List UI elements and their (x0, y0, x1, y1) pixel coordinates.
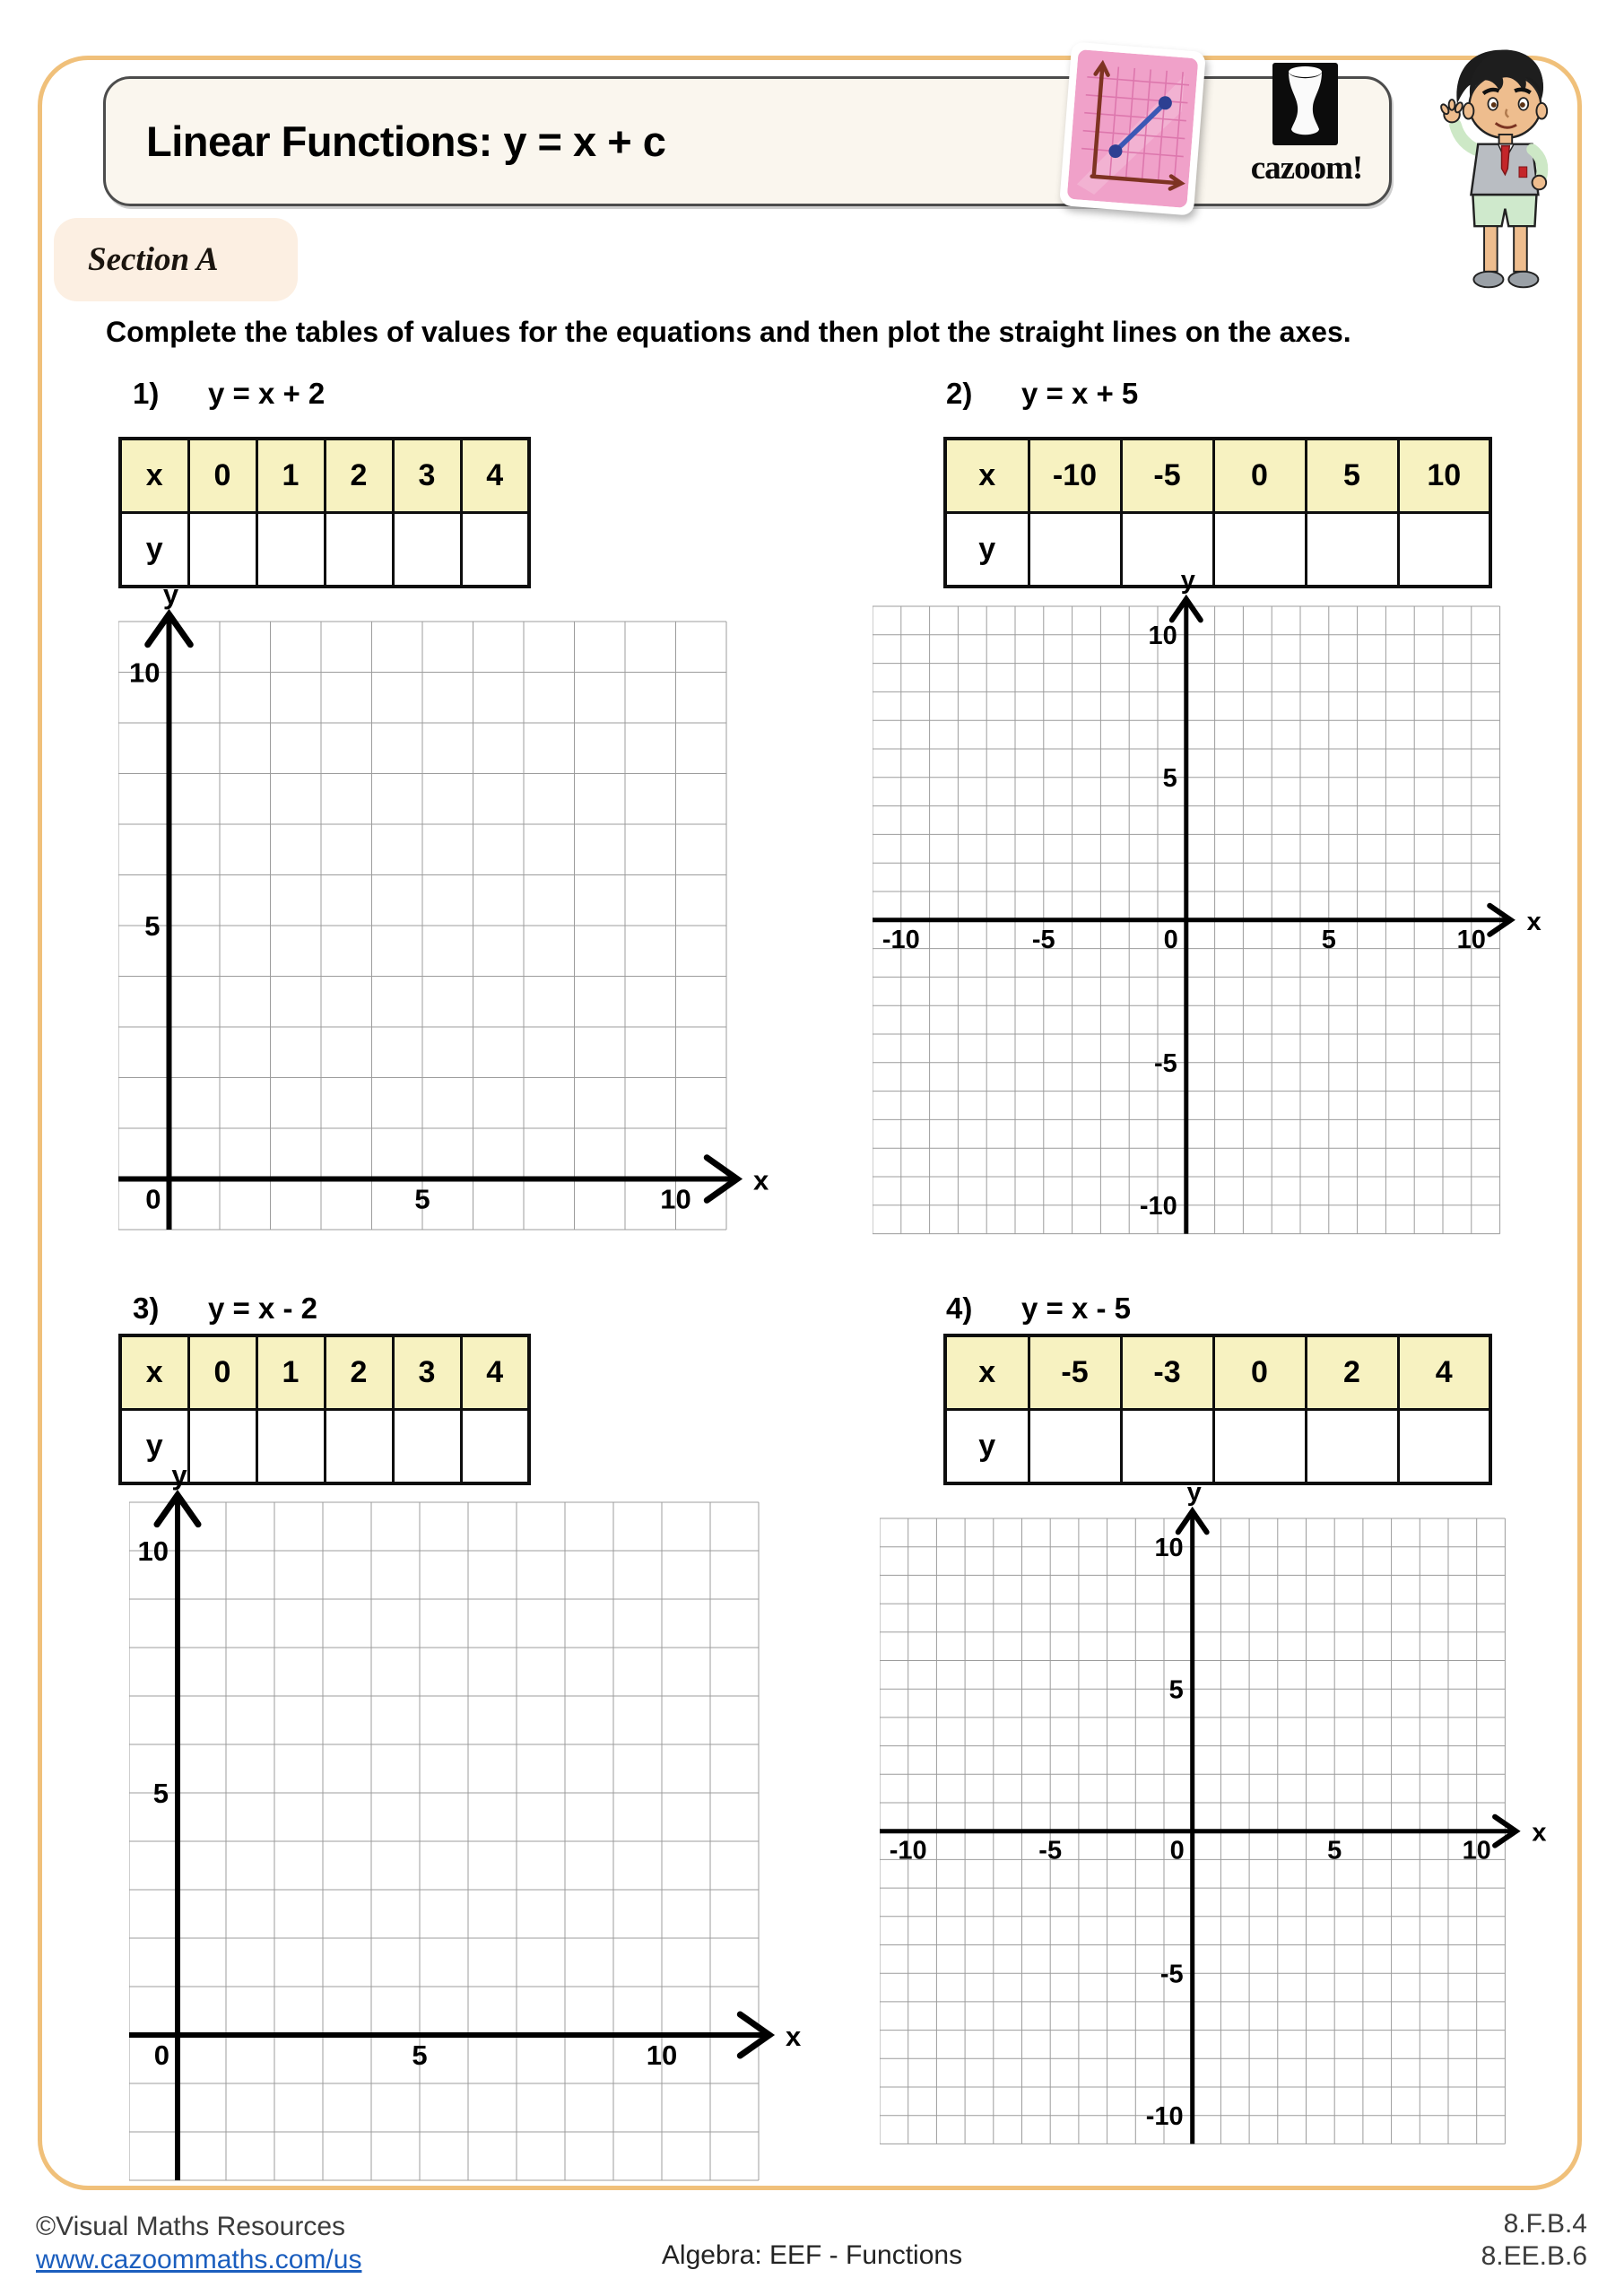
table-header-cell: -5 (1029, 1335, 1121, 1410)
y-tick-label: -10 (1139, 1192, 1177, 1222)
problem-equation: y = x + 5 (1021, 377, 1139, 410)
problem-number: 3) (133, 1292, 160, 1325)
table-header-cell: x (120, 439, 188, 513)
table-header-cell: 1 (256, 1335, 325, 1410)
table-row-label: y (945, 1410, 1029, 1484)
grid-canvas (873, 557, 1552, 1238)
x-axis-label: x (1526, 907, 1541, 936)
y-tick-label: 10 (137, 1535, 169, 1568)
table-header-cell: 4 (461, 1335, 529, 1410)
table-header-cell: 0 (1213, 1335, 1306, 1410)
table-header-cell: 2 (1306, 1335, 1398, 1410)
problem-number: 2) (946, 377, 973, 410)
y-tick-label: -5 (1154, 1049, 1177, 1079)
line-graph-icon-art (1067, 49, 1199, 208)
table-header-cell: 2 (325, 439, 393, 513)
table-row-label: y (120, 513, 188, 587)
y-tick-label: -5 (1159, 1960, 1184, 1989)
section-a-badge (54, 218, 298, 301)
table-header-cell: x (120, 1335, 188, 1410)
x-axis-label: x (753, 1164, 769, 1196)
x-tick-label: 10 (660, 1183, 691, 1215)
problem-2-title (946, 377, 1138, 411)
coordinate-grid-1 (118, 572, 778, 1238)
y-axis-label: y (1180, 565, 1195, 595)
problem-1-title (133, 377, 325, 411)
values-table-1 (118, 437, 531, 588)
table-header-cell: 4 (1398, 1335, 1490, 1410)
values-table-4 (943, 1334, 1492, 1485)
x-tick-label: -10 (881, 925, 920, 954)
table-header-cell: 1 (256, 439, 325, 513)
y-tick-label: 10 (1148, 622, 1177, 651)
problem-number: 4) (946, 1292, 973, 1325)
instruction-text: Complete the tables of values for the equations and then plot the straight lines on the axes. (106, 316, 1351, 348)
y-tick-label: 5 (144, 910, 161, 943)
line-graph-icon (1059, 41, 1206, 215)
page-title: Linear Functions: y = x + c (146, 117, 666, 165)
problem-equation: y = x - 2 (208, 1292, 317, 1325)
origin-label: 0 (153, 2039, 169, 2071)
table-header-cell: -10 (1029, 439, 1121, 513)
table-header-cell: 2 (325, 1335, 393, 1410)
x-tick-label: -5 (1038, 1836, 1063, 1866)
standards-codes (1220, 2208, 1587, 2273)
copyright-text: ©Visual Maths Resources (36, 2212, 346, 2241)
table-header-cell: 0 (1213, 439, 1306, 513)
coordinate-grid-2 (873, 557, 1552, 1242)
table-header-cell: 0 (188, 439, 256, 513)
boy-illustration (1415, 36, 1590, 302)
y-tick-label: 5 (152, 1778, 169, 1810)
origin-label: 0 (145, 1183, 161, 1215)
grid-canvas (129, 1453, 811, 2184)
origin-label: 0 (1163, 925, 1178, 954)
table-row-label: y (945, 513, 1029, 587)
x-tick-label: 10 (1462, 1836, 1491, 1866)
x-axis-label: x (786, 2020, 802, 2052)
coordinate-grid-4 (880, 1469, 1557, 2152)
x-tick-label: -5 (1031, 925, 1055, 954)
problem-equation: y = x - 5 (1021, 1292, 1131, 1325)
category-text: Algebra: EEF - Functions (661, 2240, 963, 2270)
problem-equation: y = x + 2 (208, 377, 326, 410)
origin-label: 0 (1169, 1836, 1185, 1866)
grid-canvas (118, 572, 778, 1233)
problem-4-title (946, 1292, 1131, 1326)
y-tick-label: 10 (129, 657, 161, 689)
x-tick-label: -10 (889, 1836, 927, 1866)
table-header-cell: 3 (393, 439, 461, 513)
grid-canvas (880, 1469, 1557, 2147)
table-header-cell: -3 (1121, 1335, 1213, 1410)
x-tick-label: 5 (412, 2039, 428, 2071)
problem-number: 1) (133, 377, 160, 410)
table-header-cell: 10 (1398, 439, 1490, 513)
x-tick-label: 10 (646, 2039, 678, 2071)
y-axis-label: y (162, 578, 179, 610)
x-tick-label: 5 (1321, 925, 1336, 954)
website-link[interactable]: www.cazoommaths.com/us (36, 2245, 362, 2274)
cazoom-logo-icon (1272, 63, 1338, 150)
y-tick-label: -10 (1145, 2102, 1184, 2132)
standard-code: 8.F.B.4 (1503, 2209, 1587, 2239)
coordinate-grid-3 (129, 1453, 811, 2188)
y-axis-label: y (171, 1459, 187, 1491)
table-header-cell: -5 (1121, 439, 1213, 513)
problem-3-title (133, 1292, 317, 1326)
y-tick-label: 5 (1168, 1675, 1184, 1705)
section-a-label: Section A (88, 241, 219, 278)
table-header-cell: 5 (1306, 439, 1398, 513)
y-axis-label: y (1186, 1477, 1202, 1507)
x-tick-label: 5 (1327, 1836, 1342, 1866)
table-row-label: y (120, 1410, 188, 1484)
y-tick-label: 10 (1154, 1534, 1184, 1563)
table-header-cell: x (945, 439, 1029, 513)
x-tick-label: 5 (414, 1183, 430, 1215)
x-tick-label: 10 (1456, 925, 1486, 954)
table-header-cell: x (945, 1335, 1029, 1410)
table-header-cell: 0 (188, 1335, 256, 1410)
standard-code: 8.EE.B.6 (1481, 2241, 1587, 2271)
table-header-cell: 4 (461, 439, 529, 513)
y-tick-label: 5 (1162, 764, 1177, 794)
x-axis-label: x (1532, 1818, 1547, 1848)
cazoom-logo-text: cazoom! (1250, 150, 1363, 187)
table-header-cell: 3 (393, 1335, 461, 1410)
